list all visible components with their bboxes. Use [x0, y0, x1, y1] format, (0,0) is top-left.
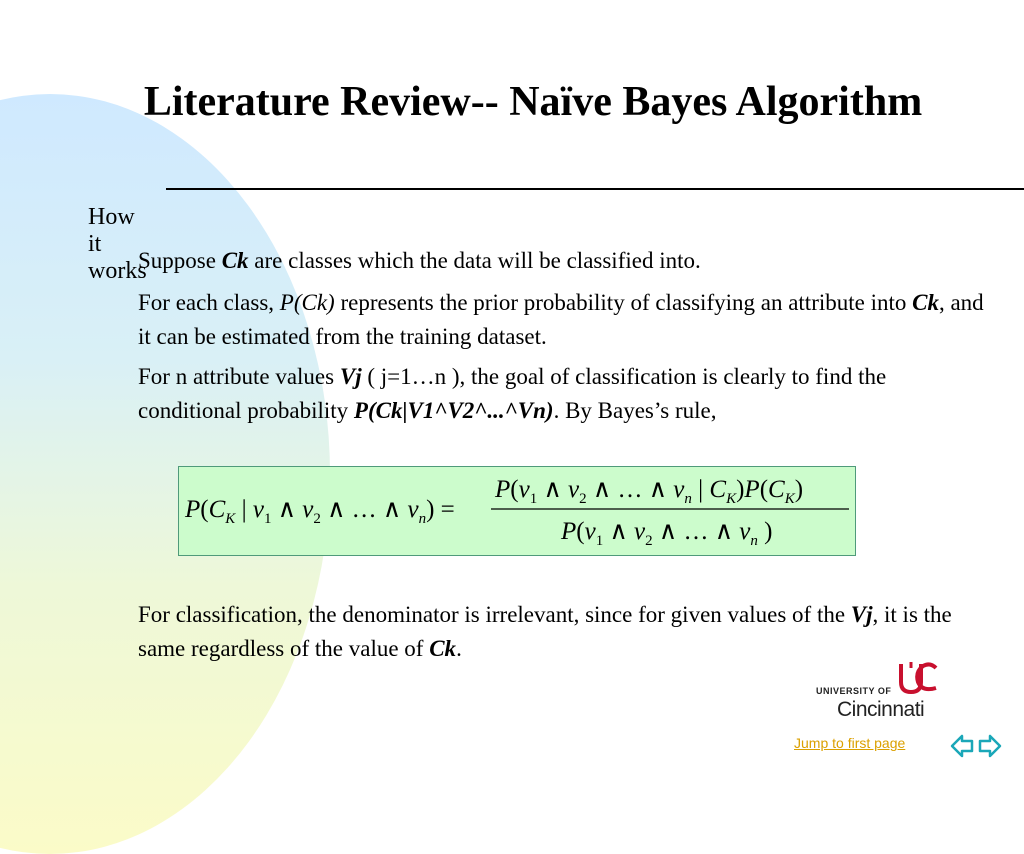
- text: , it is the same regardless of the value of: [138, 602, 952, 661]
- term-expression: P(Ck|V1^V2^...^Vn): [353, 398, 554, 423]
- text: .: [456, 636, 462, 661]
- text: For n attribute values: [138, 364, 340, 389]
- term-ck: Ck: [429, 636, 457, 661]
- text: For classification, the denominator is irrelevant, since for given values of the: [138, 602, 851, 627]
- double-arrow-nav-icon[interactable]: [950, 730, 1002, 762]
- text: are classes which the data will be classified into.: [248, 248, 701, 273]
- formula-denominator: P(v1 ∧ v2 ∧ … ∧ vn ): [561, 518, 773, 549]
- term-vj: Vj: [850, 602, 873, 627]
- university-logo: [816, 660, 956, 724]
- text: represents the prior probability of classifying an attribute into: [334, 290, 913, 315]
- text: ( j=1…n ), the goal of classification is clearly to find the conditional probability: [138, 364, 887, 423]
- term-pck: P(Ck): [279, 290, 335, 315]
- paragraph-classes: [138, 244, 988, 278]
- text: . By Bayes’s rule,: [553, 398, 717, 423]
- paragraph-prior: [138, 286, 988, 354]
- bayes-formula-box: [178, 466, 856, 556]
- bayes-formula: [179, 467, 855, 555]
- jump-to-first-page-link[interactable]: Jump to first page: [794, 735, 906, 751]
- term-ck: Ck: [221, 248, 249, 273]
- title-divider: [166, 188, 1024, 190]
- section-heading: How it works: [88, 204, 147, 284]
- logo-university-text: UNIVERSITY OF: [816, 686, 892, 696]
- formula-numerator: P(v1 ∧ v2 ∧ … ∧ vn | CK)P(CK): [495, 476, 804, 507]
- term-ck: Ck: [912, 290, 939, 315]
- logo-city-text: Cincinnati: [837, 698, 925, 721]
- text: Suppose: [138, 248, 222, 273]
- text: , and it can be estimated from the training dataset.: [138, 290, 984, 349]
- term-vj: Vj: [339, 364, 362, 389]
- paragraph-denominator: [138, 598, 988, 666]
- slide-title: Literature Review-- Naïve Bayes Algorithm: [143, 79, 923, 125]
- formula-lhs: P(CK | v1 ∧ v2 ∧ … ∧ vn) =: [185, 496, 455, 527]
- text: For each class,: [138, 290, 280, 315]
- paragraph-goal: [138, 360, 988, 428]
- uc-monogram-icon: [896, 660, 940, 696]
